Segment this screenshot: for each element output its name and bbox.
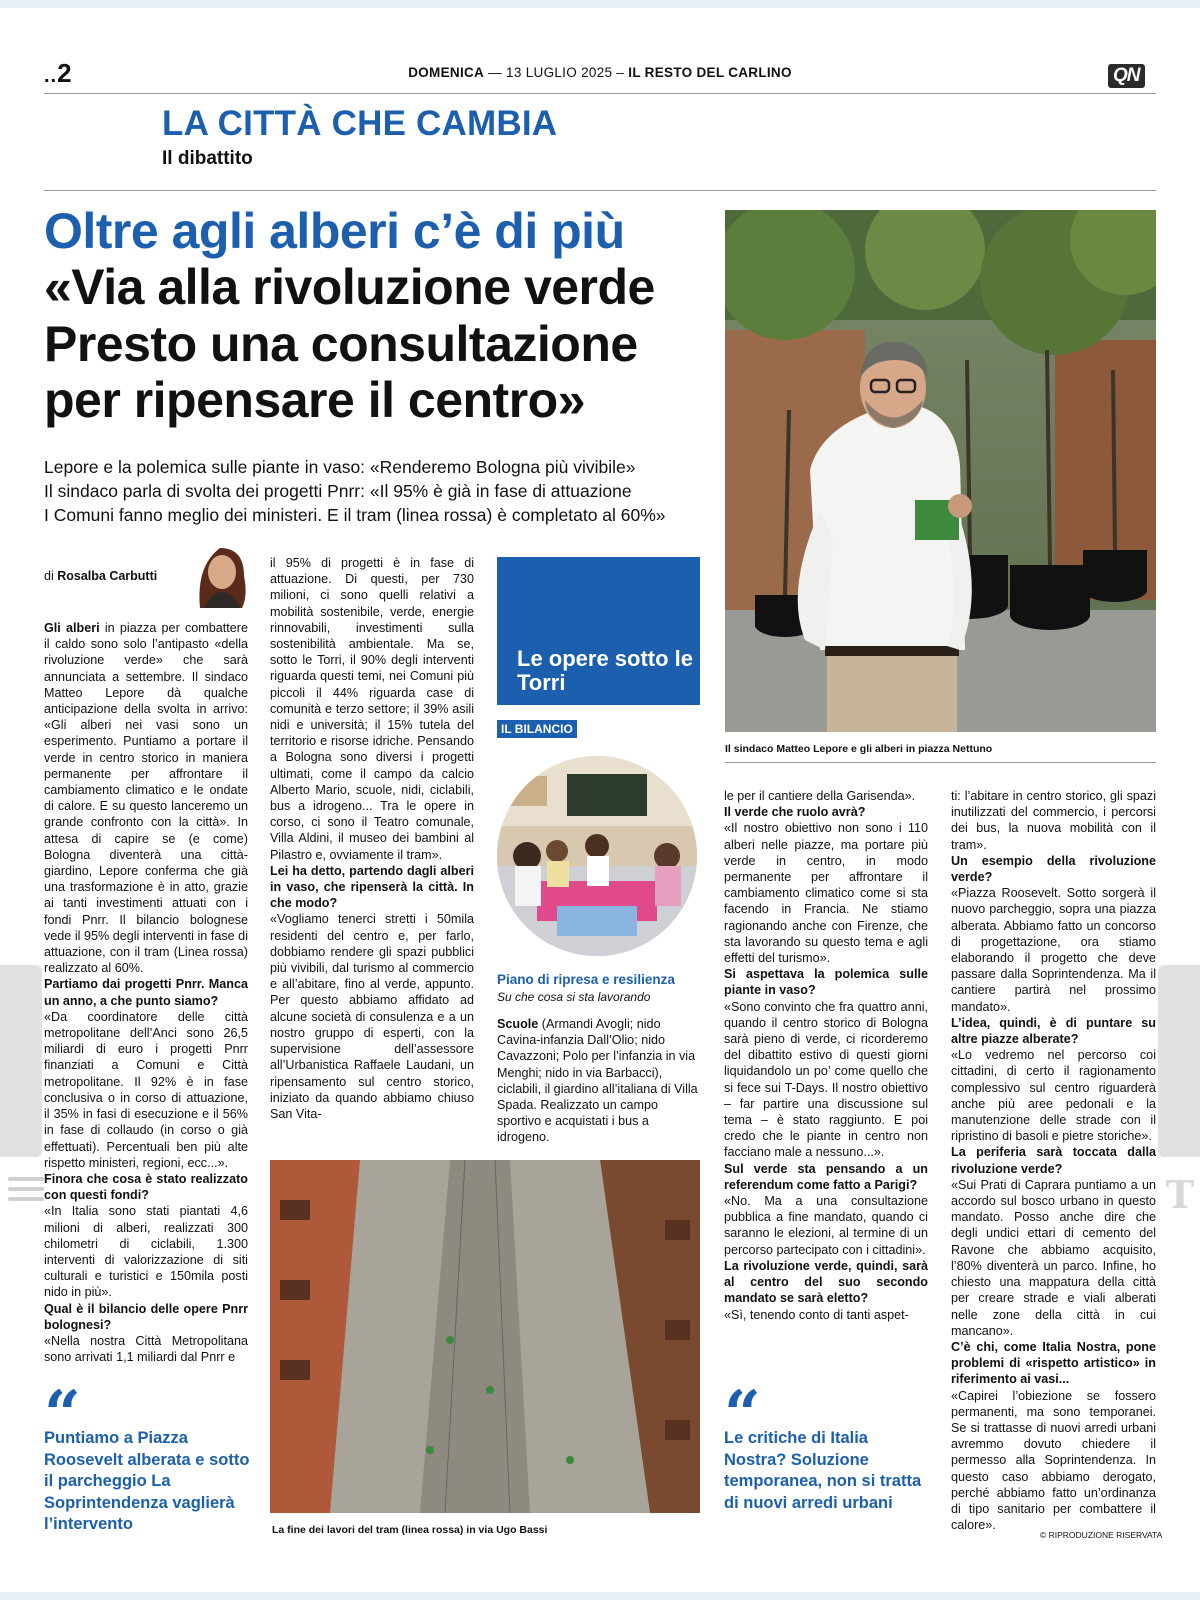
interview-answer: «Piazza Roosevelt. Sotto sorgerà il nuovo parcheggio, sopra una piazza alberata. Abbiamo fatto un concorso di progettazione, ora stiamo elaborando il progetto che deve passare dalla Soprintendenza. Ma il cantiere partirà nel prossimo mandato». xyxy=(951,886,1156,1014)
author-byline xyxy=(44,568,157,584)
interview-answer: «No. Ma a una consultazione pubblica a fine mandato, quando ci saranno le elezioni, al termine di un percorso partecipato con i cittadini». xyxy=(724,1194,928,1257)
tram-works-photo xyxy=(270,1160,700,1513)
interview-answer: il 95% di progetti è in fase di attuazione. Di questi, per 730 milioni, ci sono quelli relativi a mobilità sostenibile, verde, energie rinnovabili, investimenti sulla sostenibilità ambientale. Ma se, sotto le Torri, il 90% degli interventi riguarda questi temi, nei Comuni più piccoli il 44% riguarda case di comunità e terzo settore; il 39% asili nidi e università; il 15% tutela del territorio e risorse idriche. Pensando a Bologna sono diversi i progetti ultimati, come il campo da calcio Alberto Mario, scuole, nidi, ciclabili, bus a idrogeno... Tra le opere in corso, ci sono il Teatro comunale, Villa Aldini, il museo dei bambini al Pilastro e, ovviamente il tram». xyxy=(270,556,474,862)
quote-icon: “ xyxy=(724,1377,761,1452)
text-mode-icon[interactable]: T xyxy=(1165,1172,1195,1217)
interview-answer: ti: l’abitare in centro storico, gli spazi inutilizzati del commercio, i percorsi dei bus, la nuova mobilità con il tram». xyxy=(951,789,1156,852)
classroom-photo xyxy=(497,756,697,956)
summary-line: I Comuni fanno meglio dei ministeri. E il tram (linea rossa) è completato al 60%» xyxy=(44,505,666,525)
interview-answer: «Vogliamo tenerci stretti i 50mila residenti del centro e, per farlo, dobbiamo rendere gli spazi pubblici più vivibili, dal turismo al commercio e all’abitare, fino al verde, appunto. Per questo abbiamo affidato ad alcune società di consulenza e a un nostro gruppo di esperti, con la supervisione dell’assessore all’Urbanistica Raffaele Laudani, un ripensamento sul centro storico, iniziato da quando abbiamo chiuso San Vita- xyxy=(270,912,474,1121)
interview-answer: «Il nostro obiettivo non sono i 110 alberi nelle piazze, ma portare più verde in centro, in modo permanente per affrontare il cambiamento climatico come si sta facendo in Francia. Ne stiamo ragionando anche con Firenze, che sta lavorando su questo tema e agli effetti del turismo». xyxy=(724,821,928,966)
interview-answer: «Da coordinatore delle città metropolitane dell’Anci sono 26,5 miliardi di euro i progetti Pnrr finanziati a Comuni e Città metropolitane. Il 92% è in fase conclusiva o in corso di attuazione, il 35% in fasi di esecuzione e il 56% in fase di collaudo (in corso o già effettuati). Percentuali ben più alte rispetto ministeri, regioni, ecc...». xyxy=(44,1009,248,1170)
interview-question: C’è chi, come Italia Nostra, pone problemi di «rispetto artistico» in riferimento ai vasi... xyxy=(951,1339,1156,1387)
edition-day: DOMENICA xyxy=(408,65,485,80)
interview-question: La periferia sarà toccata dalla rivoluzione verde? xyxy=(951,1145,1156,1176)
section-subtitle: Il dibattito xyxy=(162,148,253,169)
interview-question: Qual è il bilancio delle opere Pnrr bolognesi? xyxy=(44,1301,248,1332)
article-column-4 xyxy=(724,788,928,1323)
interview-answer: «Sui Prati di Caprara puntiamo a un accordo sul bosco urbano in questo mandato. Posso anche dire che degli undici ettari di cemento del Ravone che abbiamo acquisito, l’80% diventerà un parco. Infine, ho chiesto una mappatura della città per creare strade e viali alberati nelle zone della città in cui mancano». xyxy=(951,1177,1156,1338)
interview-question: Lei ha detto, partendo dagli alberi in vaso, che ripenserà la città. In che modo? xyxy=(270,863,474,911)
page-prefix: .. xyxy=(44,65,58,87)
sidebar-box-title: Le opere sotto le Torri xyxy=(517,646,694,695)
classroom-illustration xyxy=(497,756,697,956)
section-rule xyxy=(44,190,1156,191)
interview-question: Sul verde sta pensando a un referendum come fatto a Parigi? xyxy=(724,1161,928,1192)
interview-answer: «Sì, tenendo conto di tanti aspet- xyxy=(724,1307,909,1322)
interview-question: Il verde che ruolo avrà? xyxy=(724,805,866,820)
section-title: LA CITTÀ CHE CAMBIA xyxy=(162,104,558,143)
edition-line xyxy=(360,65,840,80)
edition-date: 13 LUGLIO 2025 xyxy=(506,65,613,80)
author-name: Rosalba Carbutti xyxy=(57,569,158,583)
sidebar-box-tag: IL BILANCIO xyxy=(497,720,577,738)
sidebar-box-subtitle: Piano di ripresa e resilienza xyxy=(497,972,675,987)
lead-in: Gli alberi xyxy=(44,621,100,635)
previous-page-tab[interactable] xyxy=(0,965,42,1157)
edition-separator: – xyxy=(616,65,625,80)
interview-question: Un esempio della rivoluzione verde? xyxy=(951,853,1156,885)
interview-question: L’idea, quindi, è di puntare su altre piazze alberate? xyxy=(951,1015,1156,1047)
interview-answer: «In Italia sono stati piantati 4,6 milioni di alberi, realizzati 300 chilometri di ciclabili, 1.300 interventi di valorizzazione di siti culturali e turistici e 150mila posti nido in più». xyxy=(44,1204,248,1300)
interview-question: Finora che cosa è stato realizzato con questi fondi? xyxy=(44,1171,248,1203)
header-rule xyxy=(44,93,1156,94)
paragraph: in piazza per combattere il caldo sono solo l’antipasto «della rivoluzione verde» che sarà annunciata a settembre. Il sindaco Matteo Lepore dà qualche anticipazione della svolta in arrivo: «Gli alberi nei vasi sono un esperimento. Puntiamo a portare il verde in centro storico in maniera permanente per affrontare il cambiamento climatico e le ondate di calore. E su questo lanceremo un grande confronto con la città». In attesa di capire se (e come) Bologna diventerà una città-giardino, Lepore conferma che già una trasformazione è in atto, grazie ai tanti investimenti attuati con i fondi Pnrr. Il bilancio bolognese vede il 95% degli interventi in fase di attuazione, con il tram (Linea rossa) realizzato al 60%. xyxy=(44,621,248,976)
sidebar-box-lead: Scuole xyxy=(497,1017,539,1031)
article-column-1 xyxy=(44,620,248,1365)
pull-quote: Le critiche di Italia Nostra? Soluzione temporanea, non si tratta di nuovi arredi urbani xyxy=(724,1429,922,1512)
quote-icon: “ xyxy=(44,1377,81,1452)
author-photo xyxy=(182,536,258,608)
interview-question: Si aspettava la polemica sulle piante in vaso? xyxy=(724,967,928,998)
street-photo-caption: La fine dei lavori del tram (linea rossa) in via Ugo Bassi xyxy=(272,1524,548,1536)
copyright-notice: © RIPRODUZIONE RISERVATA xyxy=(1040,1530,1163,1540)
sidebar-box-subnote: Su che cosa si sta lavorando xyxy=(497,990,651,1004)
interview-answer: «Nella nostra Città Metropolitana sono arrivati 1,1 miliardi dal Pnrr e xyxy=(44,1333,248,1365)
summary-line: Lepore e la polemica sulle piante in vaso: «Renderemo Bologna più vivibile» xyxy=(44,457,636,477)
main-photo-caption: Il sindaco Matteo Lepore e gli alberi in piazza Nettuno xyxy=(725,743,993,755)
menu-icon[interactable] xyxy=(8,1177,44,1207)
interview-answer: le per il cantiere della Garisenda». xyxy=(724,789,916,803)
article-column-5 xyxy=(951,788,1156,1533)
page-number xyxy=(44,58,72,89)
page-number-value: 2 xyxy=(57,58,72,88)
author-portrait xyxy=(182,536,258,608)
interview-question: Partiamo dai progetti Pnrr. Manca un anno, a che punto siamo? xyxy=(44,977,248,1008)
next-page-tab[interactable] xyxy=(1158,965,1200,1157)
summary-line: Il sindaco parla di svolta dei progetti Pnrr: «Il 95% è già in fase di attuazione xyxy=(44,481,632,501)
headline-kicker: Oltre agli alberi c’è di più xyxy=(44,203,625,259)
byline-prefix: di xyxy=(44,569,54,583)
top-frame xyxy=(0,0,1200,8)
headline-title: «Via alla rivoluzione verde Presto una consultazione per ripensare il centro» xyxy=(44,259,655,428)
sidebar-box-text xyxy=(497,1016,700,1146)
mayor-photo xyxy=(725,210,1156,732)
street-illustration xyxy=(270,1160,700,1513)
interview-question: La rivoluzione verde, quindi, sarà al centro del suo secondo mandato se sarà eletto? xyxy=(724,1258,928,1306)
edition-separator: — xyxy=(488,65,502,80)
qn-logo: QN xyxy=(1108,64,1145,88)
newspaper-name: IL RESTO DEL CARLINO xyxy=(628,65,792,80)
caption-rule xyxy=(725,762,1156,763)
interview-answer: «Sono convinto che fra quattro anni, quando il centro storico di Bologna sarà pieno di verde, ci ricorderemo del dibattito estivo di questi giorni liquidandolo un po’ come quello che si fece sui T-Days. Il nostro obiettivo – far partire una discussione sul tema – è stato raggiunto. E poi credo che le piante in centro non facciano male a nessuno...». xyxy=(724,999,928,1160)
interview-answer: «Lo vedremo nel percorso coi cittadini, di certo il ragionamento complessivo sul centro riguarderà anche più aree pedonali e la manutenzione delle strade con il ripristino di basoli e pietre storiche». xyxy=(951,1048,1156,1144)
article-summary xyxy=(44,455,724,527)
sidebar-box-body: (Armandi Avogli; nido Cavina-infanzia Dall’Olio; nido Cavazzoni; Polo per l’infanzia in via Menghi; nido in via Barbacci), ciclabili, il giardino all’italiana di Villa Spada. Realizzato un campo sportivo e acquistati i bus a idrogeno. xyxy=(497,1017,698,1145)
interview-answer: «Capirei l’obiezione se fossero permanenti, ma sono temporanei. Se si trattasse di nuovi arredi urbani avremmo dovuto chiedere il permesso alla Soprintendenza. In questo caso abbiamo derogato, perché abbiamo fatto un’ordinanza di tipo sanitario per combattere il calore». xyxy=(951,1388,1156,1533)
article-column-2 xyxy=(270,555,474,1122)
pull-quote: Puntiamo a Piazza Roosevelt alberata e sotto il parcheggio La Soprintendenza vaglierà l’intervento xyxy=(44,1429,250,1533)
mayor-photo-illustration xyxy=(725,210,1156,732)
bottom-frame xyxy=(0,1592,1200,1600)
